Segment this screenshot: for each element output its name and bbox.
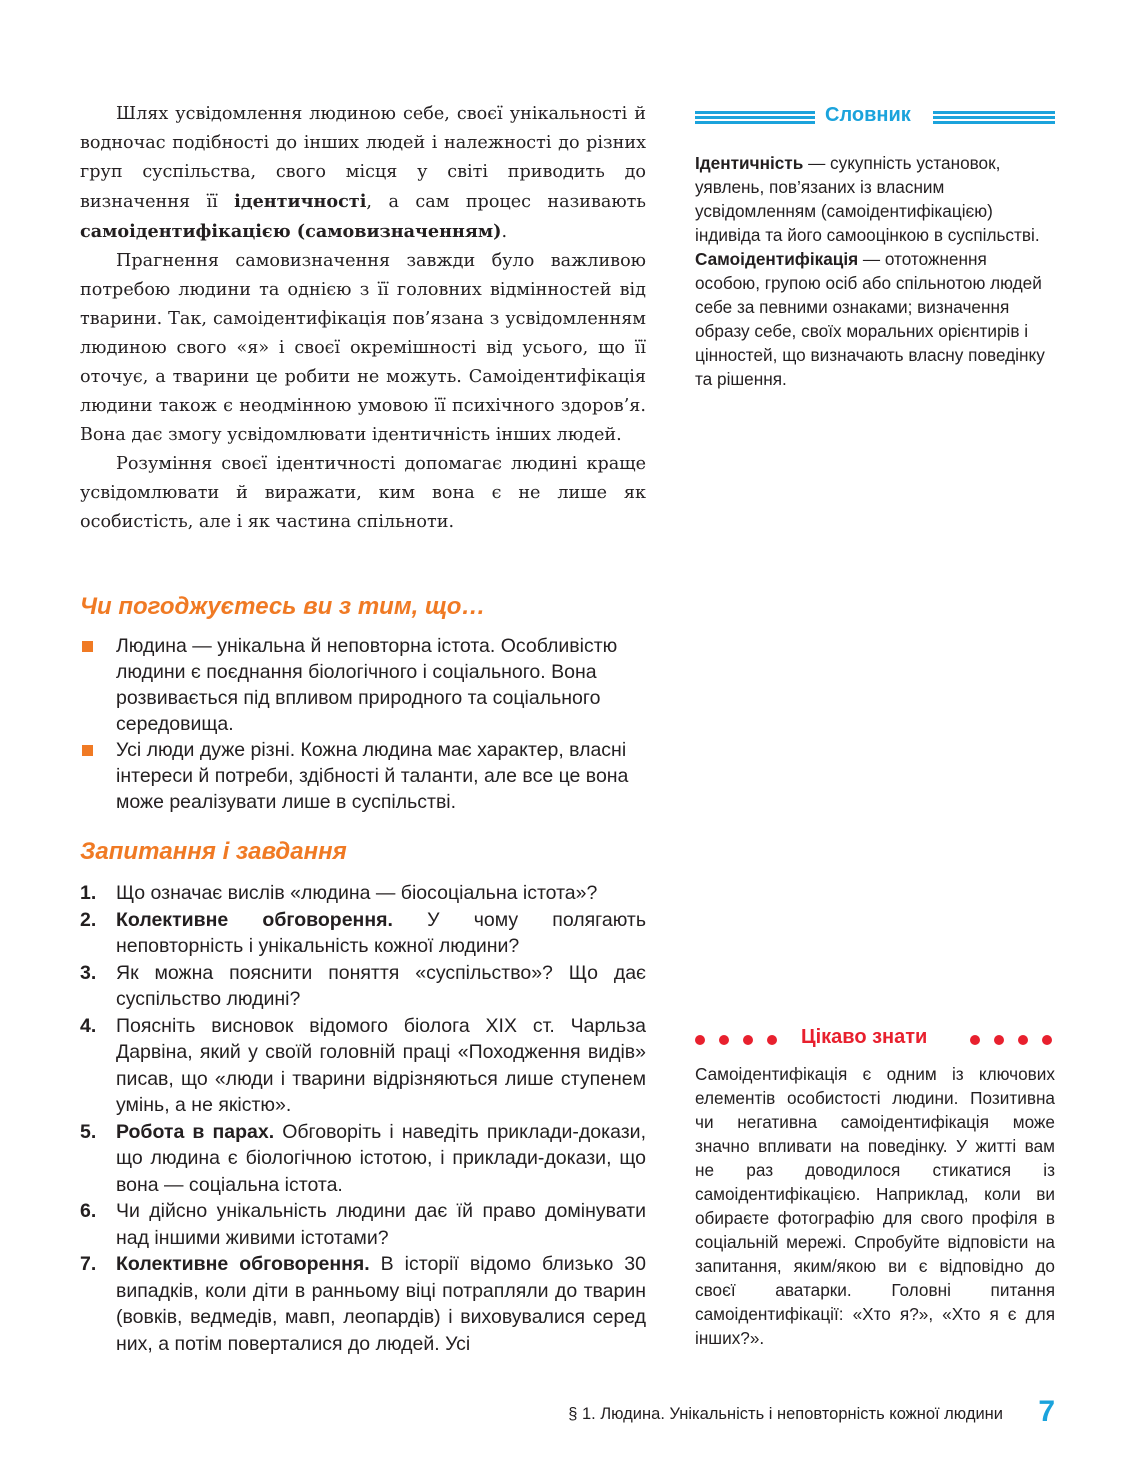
question-number: 7. <box>80 1253 97 1275</box>
agree-item <box>80 633 646 737</box>
question-number: 4. <box>80 1014 97 1037</box>
glossary-definition: — сукупність установок, уявлень, пов’язаних із власним усвідомленням (самоідентифікацією) індивіда та його самооцінкою в суспільстві. <box>695 153 1040 245</box>
glossary-title: Словник <box>825 104 911 126</box>
question-text: Як можна пояснити поняття «суспільство»? Що дає суспільство людині? <box>116 961 646 1010</box>
question-number: 2. <box>80 908 97 931</box>
term-self-identification: самоідентифікацією (самовизначенням) <box>80 221 502 242</box>
question-number: 6. <box>80 1200 97 1222</box>
square-bullet-icon <box>82 641 93 652</box>
question-item <box>80 1198 646 1251</box>
square-bullet-icon <box>82 745 93 756</box>
agree-item-text: Усі люди дуже різні. Кожна людина має характер, власні інтереси й потреби, здібності й таланти, але все це вона може реалізувати лише в суспільстві. <box>116 739 629 813</box>
intro-p1-text-a: Шлях усвідомлення людиною себе, своєї унікальності й водночас подібності до інших людей і належності до різних груп суспільства, свого місця у світі приводить до визначення її <box>80 104 646 212</box>
intro-paragraph-3: Розуміння своєї ідентичності допомагає людині краще усвідомлювати й виражати, ким вона є не лише як особистість, але і як частина спільноти. <box>80 454 646 532</box>
question-text: Поясніть висновок відомого біолога XIX ст. Чарльза Дарвіна, який у своїй головній праці «Походження видів» писав, що «люди і тварини відрізняються лише ступенем умінь, а не якістю». <box>116 1014 646 1116</box>
question-item <box>80 880 646 907</box>
question-text: Чи дійсно унікальність людини дає їй право домінувати над іншими живими істотами? <box>116 1200 646 1249</box>
question-item <box>80 907 646 960</box>
intro-paragraph-2: Прагнення самовизначення завжди було важливою потребою людини та однією з її головних відмінностей від тварини. Так, самоідентифікація пов’язана з усвідомленням людиною свого «я» і своєї окремішності від усього, що її оточує, а тварини це робити не можуть. Самоідентифікація людини також є неодмінною умовою її психічного здоров’я. Вона дає змогу усвідомлювати ідентичність інших людей. <box>80 251 646 445</box>
questions-section-title: Запитання і завдання <box>80 838 347 865</box>
agree-list <box>80 633 646 815</box>
page-number: 7 <box>1038 1395 1055 1428</box>
question-item <box>80 960 646 1013</box>
intro-p1-text-b: , а сам процес називають <box>366 192 646 212</box>
term-identity: ідентичності <box>234 191 367 212</box>
question-label: Колективне обговорення. <box>116 908 393 931</box>
question-number: 5. <box>80 1120 97 1143</box>
intro-p1-text-c: . <box>501 222 508 242</box>
glossary-term: Самоідентифікація <box>695 249 859 269</box>
glossary-box <box>695 104 1055 391</box>
question-text: Що означає вислів «людина — біосоціальна істота»? <box>116 882 598 904</box>
glossary-term: Ідентичність <box>695 153 804 173</box>
question-item <box>80 1013 646 1119</box>
question-number: 1. <box>80 882 97 904</box>
question-item <box>80 1251 646 1357</box>
interesting-text: Самоідентифікація є одним із ключових елементів особистості людини. Позитивна чи негативна самоідентифікація може значно впливати на поведінку. У житті вам не раз доводилося стикатися із самоідентифікацією. Наприклад, коли ви обираєте фотографію для свого профіля в соціальній мережі. Спробуйте відповісти на запитання, яким/якою ви є відповідно до своєї аватарки. Головні питання самоідентифікації: «Хто я?», «Хто я є для інших?». <box>695 1064 1055 1348</box>
glossary-header <box>695 104 1055 128</box>
glossary-definition: — ототожнення особою, групою осіб або спільнотою людей себе за певними ознаками; визначення образу себе, своїх моральних орієнтирів і цінностей, що визначають власну поведінку та рішення. <box>695 249 1045 389</box>
questions-list <box>80 880 646 1357</box>
question-text: У чому полягають неповторність і унікальність кожної людини? <box>116 908 646 957</box>
question-text: Обговоріть і наведіть приклади-докази, що людина є біологічною істотою, і приклади-докази, що вона — соціальна істота. <box>116 1120 646 1196</box>
intro-paragraph-1 <box>80 100 646 247</box>
intro-text <box>80 100 646 537</box>
interesting-box <box>695 1026 1055 1350</box>
glossary-body <box>695 151 1055 391</box>
agree-item <box>80 737 646 815</box>
question-number: 3. <box>80 961 97 984</box>
question-label: Колективне обговорення. <box>116 1253 370 1275</box>
question-text: В історії відомо близько 30 випадків, коли діти в ранньому віці потрапляли до тварин (вовків, ведмедів, мавп, леопардів) і виховувалися серед них, а потім поверталися до людей. Усі <box>116 1253 646 1355</box>
dots-left-icon <box>695 1035 777 1045</box>
glossary-entry-1 <box>695 151 1055 247</box>
question-label: Робота в парах. <box>116 1120 275 1143</box>
interesting-header <box>695 1026 1055 1054</box>
dots-right-icon <box>970 1035 1052 1045</box>
glossary-rule-left <box>695 111 815 124</box>
question-item <box>80 1119 646 1199</box>
footer-chapter-title: § 1. Людина. Унікальність і неповторність кожної людини <box>568 1405 1003 1423</box>
interesting-title: Цікаво знати <box>801 1026 928 1048</box>
agree-item-text: Людина — унікальна й неповторна істота. Особливістю людини є поєднання біологічного і соціального. Вона розвивається під впливом природного та соціального середовища. <box>116 635 618 735</box>
page-footer <box>555 1397 1055 1437</box>
agree-section-title: Чи погоджуєтесь ви з тим, що… <box>80 593 486 620</box>
glossary-entry-2 <box>695 247 1055 391</box>
glossary-rule-right <box>933 111 1055 124</box>
